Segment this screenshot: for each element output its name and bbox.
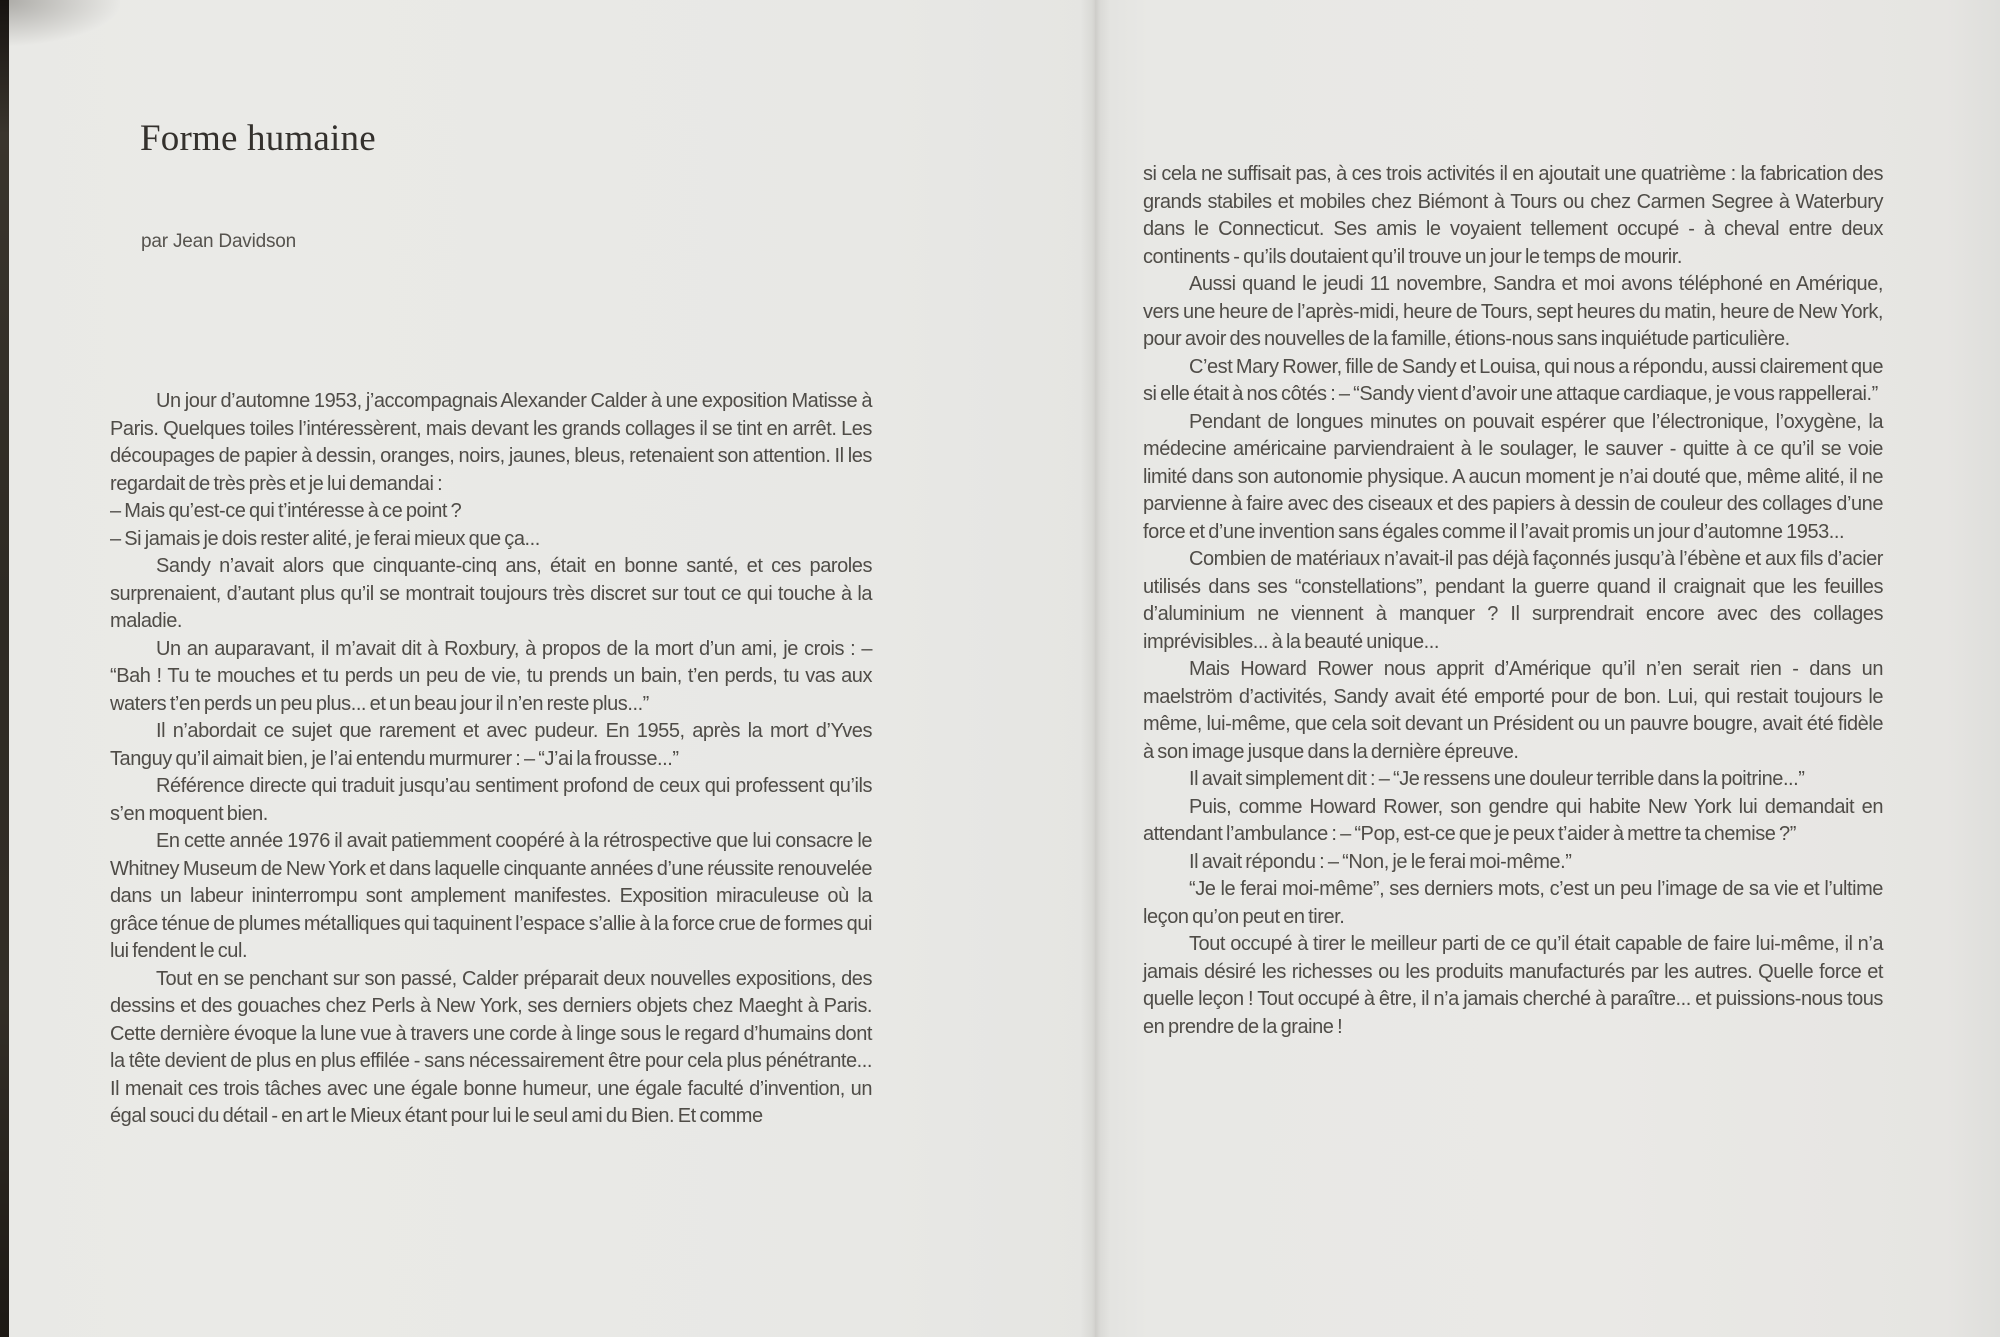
dialogue-line: – Mais qu’est-ce qui t’intéresse à ce point ? — [110, 500, 462, 522]
scan-edge-shadow — [0, 0, 9, 1337]
dialogue-line: – Si jamais je dois rester alité, je ferai mieux que ça... — [110, 527, 540, 550]
paragraph: Un jour d’automne 1953, j’accompagnais Alexander Calder à une exposition Matisse à Paris. Quelques toiles l’intéressèrent, mais devant les grands collages il se tint en arrêt. Les découpages de papier à dessin, oranges, noirs, jaunes, bleus, retenaient son attention. Il les regardait de très près et je lui demandai : — [110, 390, 872, 495]
paragraph: Aussi quand le jeudi 11 novembre, Sandra et moi avons téléphoné en Amérique, vers une heure de l’après-midi, heure de Tours, sept heures du matin, heure de New York, pour avoir des nouvelles de la famille, étions-nous sans inquiétude particulière. — [1143, 273, 1883, 350]
page-gutter-shadow — [1080, 0, 1110, 1337]
paragraph: “Je le ferai moi-même”, ses derniers mots, c’est un peu l’image de sa vie et l’ultime leçon qu’on peut en tirer. — [1143, 878, 1883, 928]
byline: par Jean Davidson — [141, 231, 297, 252]
scan-corner-shadow — [0, 0, 120, 46]
paragraph: Puis, comme Howard Rower, son gendre qui habite New York lui demandait en attendant l’ambulance : – “Pop, est-ce que je peux t’aider à mettre ta chemise ?” — [1143, 795, 1883, 845]
right-text-column — [1143, 161, 1883, 1041]
paragraph: Tout en se penchant sur son passé, Calder préparait deux nouvelles expositions, des dessins et des gouaches chez Perls à New York, ses derniers objets chez Maeght à Paris. Cette dernière évoque la lune vue à travers une corde à linge sous le regard d’humains dont la tête devient de plus en plus effilée - sans nécessairement être pour cela plus pénétrante... Il menait ces trois tâches avec une égale bonne humeur, une égale faculté d’invention, un égal souci du détail - en art le Mieux étant pour lui le seul ami du Bien. Et comme — [110, 967, 872, 1127]
paragraph: Mais Howard Rower nous apprit d’Amérique qu’il n’en serait rien - dans un maelström d’activités, Sandy avait été emporté pour de bon. Lui, qui restait toujours le même, lui-même, que cela soit devant un Président ou un pauvre bougre, avait été fidèle à son image jusque dans la dernière épreuve. — [1143, 658, 1883, 763]
paragraph: Sandy n’avait alors que cinquante-cinq ans, était en bonne santé, et ces paroles surprenaient, d’autant plus qu’il se montrait toujours très discret sur tout ce qui touche à la maladie. — [110, 555, 872, 632]
continuation-paragraph: si cela ne suffisait pas, à ces trois activités il en ajoutait une quatrième : la fabrication des grands stabiles et mobiles chez Biémont à Tours ou chez Carmen Segree à Waterbury dans le Connecticut. Ses amis le voyaient tellement occupé - à cheval entre deux continents - qu’ils doutaient qu’il trouve un jour le temps de mourir. — [1143, 163, 1883, 268]
paragraph: En cette année 1976 il avait patiemment coopéré à la rétrospective que lui consacre le Whitney Museum de New York et dans laquelle cinquante années d’une réussite renouvelée dans un labeur ininterrompu sont amplement manifestes. Exposition miraculeuse où la grâce ténue de plumes métalliques qui taquinent l’espace s’allie à la force crue de formes qui lui fendent le cul. — [110, 830, 872, 962]
paragraph: Combien de matériaux n’avait-il pas déjà façonnés jusqu’à l’ébène et aux fils d’acier utilisés dans ses “constellations”, pendant la guerre quand il craignait que les feuilles d’aluminium ne viennent à manquer ? Il surprendrait encore avec des collages imprévisibles... à la beauté unique... — [1143, 548, 1883, 653]
paragraph: Tout occupé à tirer le meilleur parti de ce qu’il était capable de faire lui-même, il n’a jamais désiré les richesses ou les produits manufacturés par les autres. Quelle force et quelle leçon ! Tout occupé à être, il n’a jamais cherché à paraître... et puissions-nous tous en prendre de la graine ! — [1143, 933, 1883, 1038]
paragraph: Il avait répondu : – “Non, je le ferai moi-même.” — [1189, 850, 1572, 873]
paragraph: Pendant de longues minutes on pouvait espérer que l’électronique, l’oxygène, la médecine américaine parviendraient à le soulager, le sauver - quitte à ce qu’il se voie limité dans son autonomie physique. A aucun moment je n’ai douté que, même alité, il ne parvienne à faire avec des ciseaux et des papiers à dessin de couleur des collages d’une force et d’une invention sans égales comme il l’avait promis un jour d’automne 1953... — [1143, 410, 1883, 543]
left-text-column — [110, 388, 872, 1131]
paragraph: C’est Mary Rower, fille de Sandy et Louisa, qui nous a répondu, aussi clairement que si elle était à nos côtés : – “Sandy vient d’avoir une attaque cardiaque, je vous rappellerai.” — [1143, 355, 1883, 405]
page-right — [1095, 0, 2000, 1337]
paragraph: Il avait simplement dit : – “Je ressens une douleur terrible dans la poitrine...” — [1189, 768, 1805, 790]
page-title: Forme humaine — [140, 118, 376, 159]
paragraph: Référence directe qui traduit jusqu’au sentiment profond de ceux qui professent qu’ils s’en moquent bien. — [110, 775, 872, 825]
paragraph: Un an auparavant, il m’avait dit à Roxbury, à propos de la mort d’un ami, je crois : – “Bah ! Tu te mouches et tu perds un peu de vie, tu prends un bain, t’en perds, tu vas aux waters t’en perds un peu plus... et un beau jour il n’en reste plus...” — [110, 637, 872, 715]
paragraph: Il n’abordait ce sujet que rarement et avec pudeur. En 1955, après la mort d’Yves Tanguy qu’il aimait bien, je l’ai entendu murmurer : – “J’ai la frousse...” — [110, 720, 872, 770]
